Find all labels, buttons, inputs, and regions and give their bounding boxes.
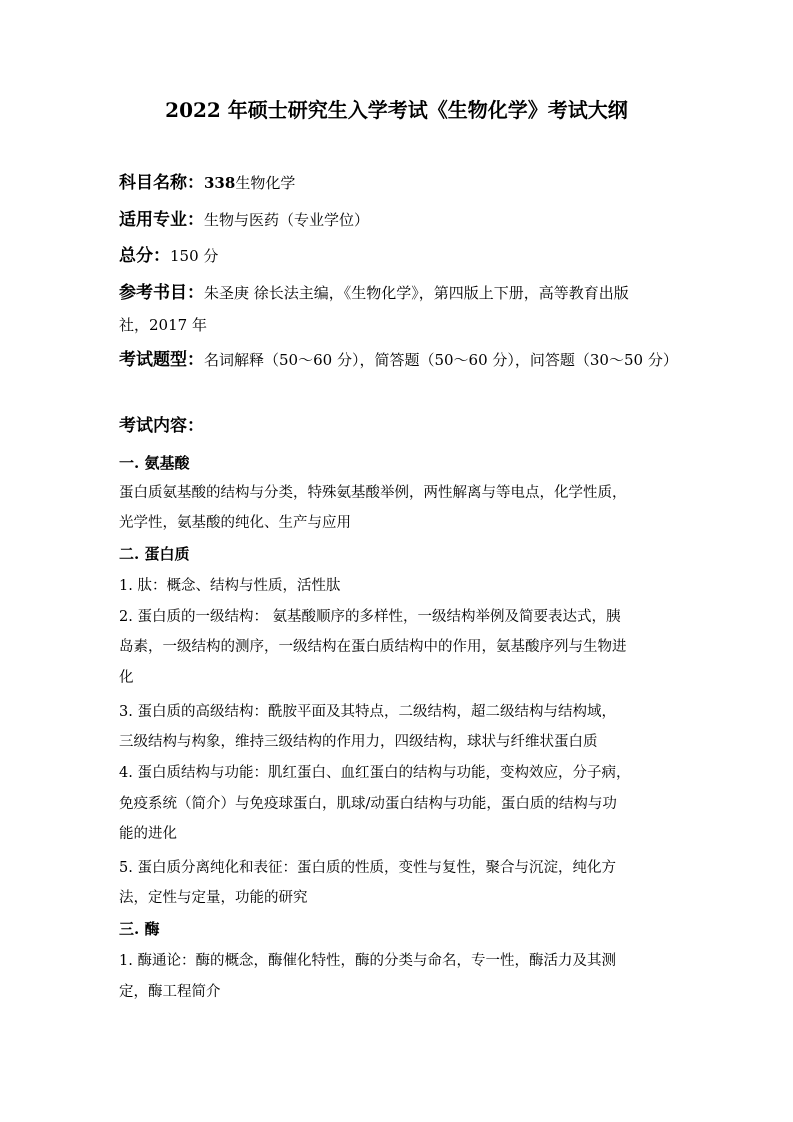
book-row-continued (119, 312, 679, 339)
section-heading-enzymes: 三. 酶 (119, 920, 160, 938)
content-heading: 考试内容： (119, 416, 204, 436)
paragraph-line: 法，定性与定量，功能的研究 (119, 890, 308, 906)
paragraph-line: 蛋白质氨基酸的结构与分类，特殊氨基酸举例，两性解离与等电点，化学性质， (119, 485, 627, 501)
book-value-line1: 朱圣庚 徐长法主编，《生物化学》，第四版上下册，高等教育出版 (204, 284, 629, 302)
paragraph-line: 能的进化 (119, 826, 177, 842)
exam-type-row (119, 347, 679, 374)
paragraph-line: 4. 蛋白质结构与功能：肌红蛋白、血红蛋白的结构与功能，变构效应，分子病， (119, 765, 631, 781)
major-label: 适用专业： (119, 210, 204, 230)
subject-label: 科目名称： (119, 173, 204, 193)
paragraph-line: 岛素，一级结构的测序，一级结构在蛋白质结构中的作用，氨基酸序列与生物进 (119, 639, 627, 655)
book-row (119, 280, 679, 307)
paragraph-line: 定，酶工程简介 (119, 984, 221, 1000)
exam-type-value: 名词解释（50～60 分），简答题（50～60 分），问答题（30～50 分） (204, 351, 678, 369)
book-label: 参考书目： (119, 283, 204, 303)
subject-name: 生物化学 (235, 174, 296, 192)
paragraph-line: 光学性，氨基酸的纯化、生产与应用 (119, 515, 351, 531)
subject-code: 338 (204, 174, 236, 192)
section-heading-amino-acids: 一. 氨基酸 (119, 454, 190, 472)
paragraph-line: 5. 蛋白质分离纯化和表征：蛋白质的性质，变性与复性，聚合与沉淀，纯化方 (119, 860, 616, 876)
subject-row (119, 170, 679, 197)
paragraph-line: 1. 肽：概念、结构与性质，活性肽 (119, 578, 341, 594)
paragraph-line: 化 (119, 670, 134, 686)
score-label: 总分： (119, 246, 170, 266)
document-title: 2022 年硕士研究生入学考试《生物化学》考试大纲 (165, 98, 628, 122)
book-value-line2: 社，2017 年 (119, 316, 207, 334)
paragraph-line: 三级结构与构象，维持三级结构的作用力，四级结构，球状与纤维状蛋白质 (119, 734, 598, 750)
major-value: 生物与医药（专业学位） (204, 211, 370, 229)
paragraph-line: 1. 酶通论：酶的概念，酶催化特性，酶的分类与命名，专一性，酶活力及其测 (119, 953, 616, 969)
section-heading-proteins: 二. 蛋白质 (119, 545, 190, 563)
exam-type-label: 考试题型： (119, 350, 204, 370)
score-value: 150 分 (170, 247, 219, 265)
paragraph-line: 3. 蛋白质的高级结构：酰胺平面及其特点，二级结构，超二级结构与结构域， (119, 704, 616, 720)
major-row (119, 207, 679, 234)
score-row (119, 243, 679, 270)
paragraph-line: 免疫系统（简介）与免疫球蛋白，肌球/动蛋白结构与功能，蛋白质的结构与功 (119, 796, 617, 812)
paragraph-line: 2. 蛋白质的一级结构： 氨基酸顺序的多样性，一级结构举例及简要表达式，胰 (119, 609, 621, 625)
